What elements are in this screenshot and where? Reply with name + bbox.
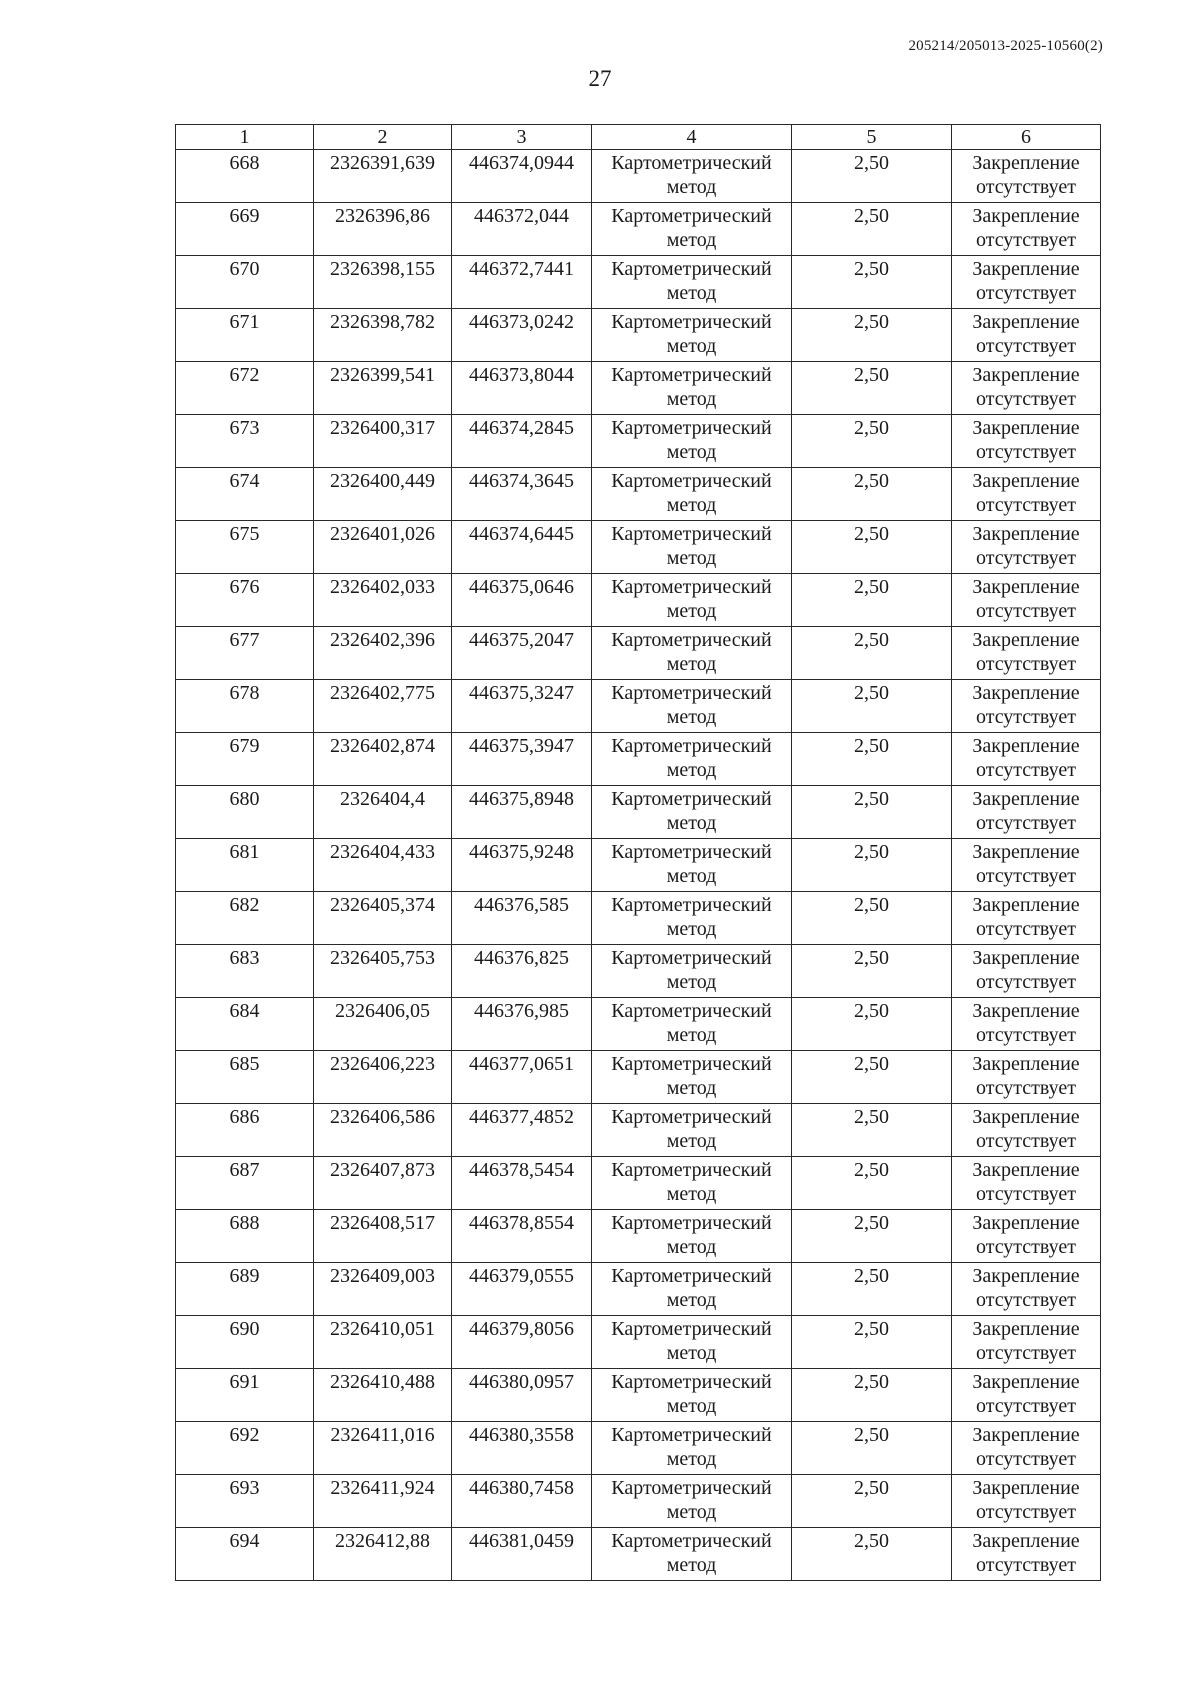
x-coordinate-cell: 2326401,026 xyxy=(314,521,452,574)
accuracy-cell: 2,50 xyxy=(792,1422,952,1475)
x-coordinate-cell: 2326402,033 xyxy=(314,574,452,627)
accuracy-cell: 2,50 xyxy=(792,1316,952,1369)
accuracy-cell: 2,50 xyxy=(792,1263,952,1316)
fixation-cell: Закрепление отсутствует xyxy=(952,1369,1101,1422)
x-coordinate-cell: 2326402,396 xyxy=(314,627,452,680)
point-number-cell: 685 xyxy=(176,1051,314,1104)
point-number-cell: 671 xyxy=(176,309,314,362)
column-header: 6 xyxy=(952,125,1101,150)
accuracy-cell: 2,50 xyxy=(792,1104,952,1157)
fixation-cell: Закрепление отсутствует xyxy=(952,468,1101,521)
y-coordinate-cell: 446373,0242 xyxy=(452,309,592,362)
point-number-cell: 687 xyxy=(176,1157,314,1210)
table-row xyxy=(176,415,1101,468)
point-number-cell: 690 xyxy=(176,1316,314,1369)
y-coordinate-cell: 446380,7458 xyxy=(452,1475,592,1528)
table-row xyxy=(176,998,1101,1051)
accuracy-cell: 2,50 xyxy=(792,839,952,892)
y-coordinate-cell: 446375,9248 xyxy=(452,839,592,892)
point-number-cell: 691 xyxy=(176,1369,314,1422)
point-number-cell: 669 xyxy=(176,203,314,256)
fixation-cell: Закрепление отсутствует xyxy=(952,839,1101,892)
fixation-cell: Закрепление отсутствует xyxy=(952,1157,1101,1210)
x-coordinate-cell: 2326404,4 xyxy=(314,786,452,839)
method-cell: Картометрический метод xyxy=(592,203,792,256)
x-coordinate-cell: 2326402,874 xyxy=(314,733,452,786)
table-row xyxy=(176,1157,1101,1210)
table-row xyxy=(176,468,1101,521)
accuracy-cell: 2,50 xyxy=(792,1369,952,1422)
method-cell: Картометрический метод xyxy=(592,733,792,786)
accuracy-cell: 2,50 xyxy=(792,1157,952,1210)
point-number-cell: 679 xyxy=(176,733,314,786)
x-coordinate-cell: 2326406,223 xyxy=(314,1051,452,1104)
method-cell: Картометрический метод xyxy=(592,1051,792,1104)
fixation-cell: Закрепление отсутствует xyxy=(952,733,1101,786)
accuracy-cell: 2,50 xyxy=(792,998,952,1051)
y-coordinate-cell: 446377,0651 xyxy=(452,1051,592,1104)
table-row xyxy=(176,362,1101,415)
method-cell: Картометрический метод xyxy=(592,468,792,521)
method-cell: Картометрический метод xyxy=(592,1210,792,1263)
y-coordinate-cell: 446381,0459 xyxy=(452,1528,592,1581)
point-number-cell: 694 xyxy=(176,1528,314,1581)
column-header: 4 xyxy=(592,125,792,150)
method-cell: Картометрический метод xyxy=(592,309,792,362)
y-coordinate-cell: 446379,0555 xyxy=(452,1263,592,1316)
x-coordinate-cell: 2326400,317 xyxy=(314,415,452,468)
y-coordinate-cell: 446376,825 xyxy=(452,945,592,998)
document-id: 205214/205013-2025-10560(2) xyxy=(908,38,1103,54)
fixation-cell: Закрепление отсутствует xyxy=(952,1051,1101,1104)
method-cell: Картометрический метод xyxy=(592,574,792,627)
fixation-cell: Закрепление отсутствует xyxy=(952,415,1101,468)
x-coordinate-cell: 2326409,003 xyxy=(314,1263,452,1316)
point-number-cell: 689 xyxy=(176,1263,314,1316)
y-coordinate-cell: 446378,5454 xyxy=(452,1157,592,1210)
point-number-cell: 684 xyxy=(176,998,314,1051)
table-row xyxy=(176,203,1101,256)
x-coordinate-cell: 2326391,639 xyxy=(314,150,452,203)
y-coordinate-cell: 446374,6445 xyxy=(452,521,592,574)
point-number-cell: 692 xyxy=(176,1422,314,1475)
page-number: 27 xyxy=(588,66,612,91)
fixation-cell: Закрепление отсутствует xyxy=(952,256,1101,309)
method-cell: Картометрический метод xyxy=(592,150,792,203)
y-coordinate-cell: 446375,3947 xyxy=(452,733,592,786)
fixation-cell: Закрепление отсутствует xyxy=(952,1475,1101,1528)
point-number-cell: 668 xyxy=(176,150,314,203)
fixation-cell: Закрепление отсутствует xyxy=(952,1422,1101,1475)
column-header: 3 xyxy=(452,125,592,150)
method-cell: Картометрический метод xyxy=(592,1422,792,1475)
fixation-cell: Закрепление отсутствует xyxy=(952,1210,1101,1263)
fixation-cell: Закрепление отсутствует xyxy=(952,150,1101,203)
column-header: 2 xyxy=(314,125,452,150)
x-coordinate-cell: 2326411,924 xyxy=(314,1475,452,1528)
table-row xyxy=(176,521,1101,574)
table-row xyxy=(176,150,1101,203)
y-coordinate-cell: 446372,044 xyxy=(452,203,592,256)
accuracy-cell: 2,50 xyxy=(792,362,952,415)
method-cell: Картометрический метод xyxy=(592,1475,792,1528)
x-coordinate-cell: 2326410,488 xyxy=(314,1369,452,1422)
coordinates-table xyxy=(175,124,1101,1581)
point-number-cell: 688 xyxy=(176,1210,314,1263)
y-coordinate-cell: 446374,0944 xyxy=(452,150,592,203)
point-number-cell: 677 xyxy=(176,627,314,680)
point-number-cell: 680 xyxy=(176,786,314,839)
y-coordinate-cell: 446380,3558 xyxy=(452,1422,592,1475)
x-coordinate-cell: 2326398,782 xyxy=(314,309,452,362)
accuracy-cell: 2,50 xyxy=(792,1051,952,1104)
y-coordinate-cell: 446373,8044 xyxy=(452,362,592,415)
accuracy-cell: 2,50 xyxy=(792,415,952,468)
fixation-cell: Закрепление отсутствует xyxy=(952,521,1101,574)
table-row xyxy=(176,256,1101,309)
x-coordinate-cell: 2326400,449 xyxy=(314,468,452,521)
method-cell: Картометрический метод xyxy=(592,945,792,998)
fixation-cell: Закрепление отсутствует xyxy=(952,309,1101,362)
accuracy-cell: 2,50 xyxy=(792,1210,952,1263)
method-cell: Картометрический метод xyxy=(592,839,792,892)
x-coordinate-cell: 2326406,05 xyxy=(314,998,452,1051)
x-coordinate-cell: 2326399,541 xyxy=(314,362,452,415)
point-number-cell: 675 xyxy=(176,521,314,574)
table-row xyxy=(176,892,1101,945)
method-cell: Картометрический метод xyxy=(592,998,792,1051)
table-row xyxy=(176,1369,1101,1422)
fixation-cell: Закрепление отсутствует xyxy=(952,680,1101,733)
method-cell: Картометрический метод xyxy=(592,892,792,945)
accuracy-cell: 2,50 xyxy=(792,574,952,627)
y-coordinate-cell: 446378,8554 xyxy=(452,1210,592,1263)
accuracy-cell: 2,50 xyxy=(792,309,952,362)
table-row xyxy=(176,786,1101,839)
accuracy-cell: 2,50 xyxy=(792,203,952,256)
x-coordinate-cell: 2326411,016 xyxy=(314,1422,452,1475)
x-coordinate-cell: 2326404,433 xyxy=(314,839,452,892)
table-row xyxy=(176,1263,1101,1316)
point-number-cell: 683 xyxy=(176,945,314,998)
fixation-cell: Закрепление отсутствует xyxy=(952,892,1101,945)
method-cell: Картометрический метод xyxy=(592,627,792,680)
column-header: 5 xyxy=(792,125,952,150)
y-coordinate-cell: 446376,585 xyxy=(452,892,592,945)
point-number-cell: 673 xyxy=(176,415,314,468)
accuracy-cell: 2,50 xyxy=(792,786,952,839)
accuracy-cell: 2,50 xyxy=(792,1528,952,1581)
accuracy-cell: 2,50 xyxy=(792,733,952,786)
point-number-cell: 686 xyxy=(176,1104,314,1157)
x-coordinate-cell: 2326406,586 xyxy=(314,1104,452,1157)
point-number-cell: 670 xyxy=(176,256,314,309)
fixation-cell: Закрепление отсутствует xyxy=(952,998,1101,1051)
fixation-cell: Закрепление отсутствует xyxy=(952,203,1101,256)
method-cell: Картометрический метод xyxy=(592,415,792,468)
table-row xyxy=(176,1528,1101,1581)
accuracy-cell: 2,50 xyxy=(792,256,952,309)
x-coordinate-cell: 2326396,86 xyxy=(314,203,452,256)
method-cell: Картометрический метод xyxy=(592,256,792,309)
y-coordinate-cell: 446375,3247 xyxy=(452,680,592,733)
fixation-cell: Закрепление отсутствует xyxy=(952,574,1101,627)
x-coordinate-cell: 2326410,051 xyxy=(314,1316,452,1369)
y-coordinate-cell: 446372,7441 xyxy=(452,256,592,309)
point-number-cell: 676 xyxy=(176,574,314,627)
y-coordinate-cell: 446374,3645 xyxy=(452,468,592,521)
method-cell: Картометрический метод xyxy=(592,680,792,733)
method-cell: Картометрический метод xyxy=(592,1528,792,1581)
x-coordinate-cell: 2326405,374 xyxy=(314,892,452,945)
point-number-cell: 674 xyxy=(176,468,314,521)
y-coordinate-cell: 446375,8948 xyxy=(452,786,592,839)
x-coordinate-cell: 2326398,155 xyxy=(314,256,452,309)
y-coordinate-cell: 446375,2047 xyxy=(452,627,592,680)
table-row xyxy=(176,733,1101,786)
method-cell: Картометрический метод xyxy=(592,1157,792,1210)
y-coordinate-cell: 446374,2845 xyxy=(452,415,592,468)
accuracy-cell: 2,50 xyxy=(792,150,952,203)
table-row xyxy=(176,1104,1101,1157)
column-header: 1 xyxy=(176,125,314,150)
x-coordinate-cell: 2326405,753 xyxy=(314,945,452,998)
point-number-cell: 682 xyxy=(176,892,314,945)
accuracy-cell: 2,50 xyxy=(792,680,952,733)
x-coordinate-cell: 2326412,88 xyxy=(314,1528,452,1581)
fixation-cell: Закрепление отсутствует xyxy=(952,1263,1101,1316)
fixation-cell: Закрепление отсутствует xyxy=(952,945,1101,998)
method-cell: Картометрический метод xyxy=(592,1369,792,1422)
accuracy-cell: 2,50 xyxy=(792,521,952,574)
fixation-cell: Закрепление отсутствует xyxy=(952,1104,1101,1157)
table-row xyxy=(176,1475,1101,1528)
fixation-cell: Закрепление отсутствует xyxy=(952,786,1101,839)
accuracy-cell: 2,50 xyxy=(792,468,952,521)
y-coordinate-cell: 446376,985 xyxy=(452,998,592,1051)
y-coordinate-cell: 446375,0646 xyxy=(452,574,592,627)
method-cell: Картометрический метод xyxy=(592,521,792,574)
point-number-cell: 693 xyxy=(176,1475,314,1528)
y-coordinate-cell: 446380,0957 xyxy=(452,1369,592,1422)
table-row xyxy=(176,309,1101,362)
table-row xyxy=(176,945,1101,998)
y-coordinate-cell: 446379,8056 xyxy=(452,1316,592,1369)
accuracy-cell: 2,50 xyxy=(792,1475,952,1528)
table-row xyxy=(176,1210,1101,1263)
method-cell: Картометрический метод xyxy=(592,1104,792,1157)
point-number-cell: 681 xyxy=(176,839,314,892)
table-row xyxy=(176,1316,1101,1369)
table-row xyxy=(176,627,1101,680)
fixation-cell: Закрепление отсутствует xyxy=(952,627,1101,680)
table-row xyxy=(176,839,1101,892)
fixation-cell: Закрепление отсутствует xyxy=(952,1316,1101,1369)
method-cell: Картометрический метод xyxy=(592,1316,792,1369)
x-coordinate-cell: 2326402,775 xyxy=(314,680,452,733)
x-coordinate-cell: 2326407,873 xyxy=(314,1157,452,1210)
y-coordinate-cell: 446377,4852 xyxy=(452,1104,592,1157)
method-cell: Картометрический метод xyxy=(592,786,792,839)
table-row xyxy=(176,574,1101,627)
table-row xyxy=(176,1051,1101,1104)
point-number-cell: 672 xyxy=(176,362,314,415)
fixation-cell: Закрепление отсутствует xyxy=(952,1528,1101,1581)
method-cell: Картометрический метод xyxy=(592,362,792,415)
table-body xyxy=(176,150,1101,1581)
accuracy-cell: 2,50 xyxy=(792,945,952,998)
accuracy-cell: 2,50 xyxy=(792,627,952,680)
fixation-cell: Закрепление отсутствует xyxy=(952,362,1101,415)
point-number-cell: 678 xyxy=(176,680,314,733)
accuracy-cell: 2,50 xyxy=(792,892,952,945)
table-row xyxy=(176,1422,1101,1475)
method-cell: Картометрический метод xyxy=(592,1263,792,1316)
x-coordinate-cell: 2326408,517 xyxy=(314,1210,452,1263)
table-header-row xyxy=(176,125,1101,150)
table-row xyxy=(176,680,1101,733)
